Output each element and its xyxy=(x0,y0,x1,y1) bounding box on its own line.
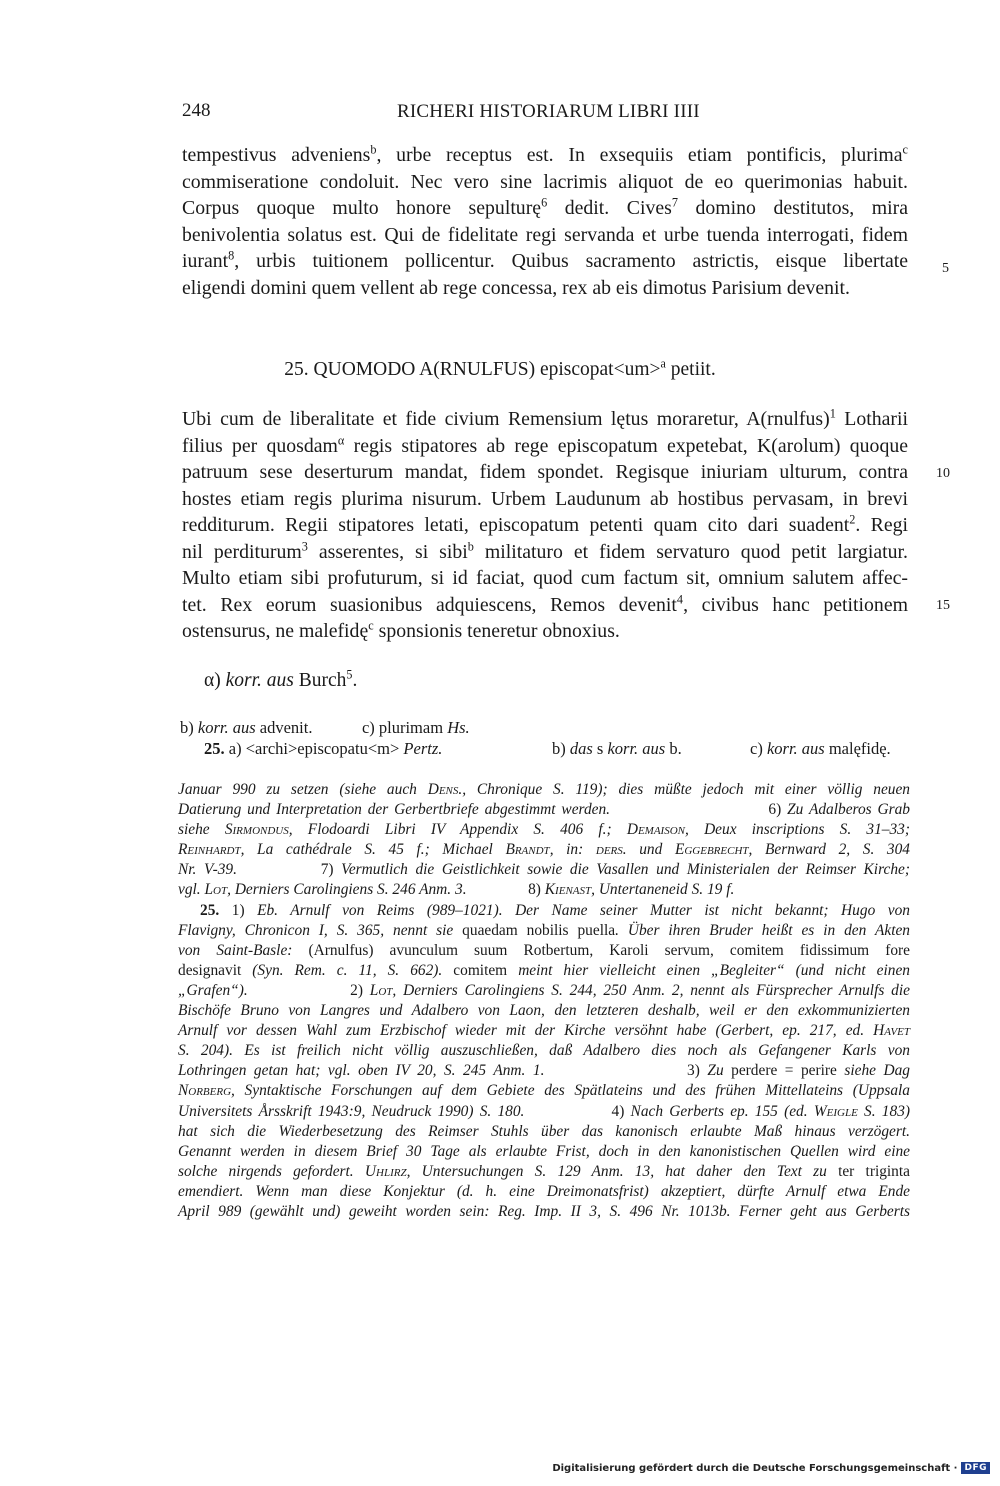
apparatus-line-2b: b) das s korr. aus b. xyxy=(552,739,682,758)
footnote-line: Universitets Årsskrift 1943:9, Neudruck 1990) S. 180. 4) Nach Gerberts ep. 155 (ed. Weigle S. 183) xyxy=(178,1102,911,1120)
apparatus-line-1: b) korr. aus advenit. c) plurimam Hs. xyxy=(180,718,470,737)
footnote-line: April 989 (gewählt und) geweiht worden sein: Reg. Imp. II 3, S. 496 Nr. 1013b. Ferner geht aus Gerberts xyxy=(178,1202,910,1220)
alpha-note: α) korr. aus Burch$^5$. xyxy=(204,667,358,691)
paragraph-1 xyxy=(182,142,908,301)
footnote-line: Nr. V-39. 7) Vermutlich die Geistlichkeit sowie die Vasallen und Ministerialen der Reimser Kirche; xyxy=(178,861,910,879)
footnote-line: Norberg, Syntaktische Forschungen auf dem Gebiete des Spätlateins und des frühen Mittellateins (Uppsala xyxy=(178,1082,910,1100)
footer xyxy=(552,1462,990,1474)
footnote-line: Datierung und Interpretation der Gerbertbriefe abgestimmt werden. 6) Zu Adalberos Grab xyxy=(178,801,911,819)
footnote-line: Arnulf vor dessen Wahl zum Erzbischof wieder mit der Kirche versöhnt habe (Gerbert, ep. 217, ed. Havet xyxy=(178,1022,910,1040)
footnote-line: hat sich die Wiederbesetzung des Reimser Stuhls über das kanonisch erlaubte Maß hinaus verzögert. xyxy=(178,1122,910,1140)
running-title: RICHERI HISTORIARUM LIBRI IIII xyxy=(397,101,700,122)
footnote-line: S. 204). Es ist freilich nicht völlig auszuschließen, daß Adalbero dies noch als Gefangener Karls von xyxy=(178,1042,910,1060)
apparatus-line-2a: 25. a) <archi>episcopatu<m> Pertz. xyxy=(204,739,443,758)
text-line: Multo etiam sibi profuturum, si id faciat, quod cum factum sit, omnium salutem affec- xyxy=(182,567,908,589)
paragraph-2 xyxy=(182,406,908,645)
footnote-line: Reinhardt, La cathédrale S. 45 f.; Michael Brandt, in: ders. und Eggebrecht, Bernward 2, S. 304 xyxy=(178,841,911,859)
text-line: Ubi cum de liberalitate et fide civium Remensium lętus moraretur, A(rnulfus)$^1$ Lotharii xyxy=(182,406,908,430)
footnote-line: 25. 1) Eb. Arnulf von Reims (989–1021). Der Name seiner Mutter ist nicht bekannt; Hugo von xyxy=(200,901,910,919)
footnote-line: Flavigny, Chronicon I, S. 365, nennt sie quaedam nobilis puella. Über ihren Bruder heißt es in den Akten xyxy=(178,921,910,939)
text-line: patruum sese deserturum mandat, fidem spondet. Regisque iniuriam ulturum, contra xyxy=(182,461,908,483)
footnotes xyxy=(178,780,910,1222)
footnote-line: Lothringen getan hat; vgl. oben IV 20, S. 245 Anm. 1. 3) Zu perdere = perire siehe Dag xyxy=(178,1062,910,1080)
text-line: benivolentia solatus est. Qui de fidelitate regi servanda et urbe tuenda interrogati, fidem xyxy=(182,223,908,246)
dfg-logo: DFG xyxy=(961,1462,990,1474)
text-line: tet. Rex eorum suasionibus adquiescens, Remos devenit$^4$, civibus hanc petitionem xyxy=(182,591,908,616)
footnote-line: „Grafen“). 2) Lot, Derniers Carolingiens S. 244, 250 Anm. 2, nennt als Fürsprecher Arnulfs die xyxy=(178,981,910,999)
footnote-line: solche nirgends gefordert. Uhlirz, Untersuchungen S. 129 Anm. 13, hat daher den Text zu ter triginta xyxy=(178,1162,910,1180)
text-line: hostes etiam regis plurima nisurum. Urbem Laudunum ab hostibus pervasam, in brevi xyxy=(182,487,908,510)
line-number: 10 xyxy=(936,466,950,481)
footnote-line: von Saint-Basle: (Arnulfus) avunculum suum Rotbertum, Karoli servum, comitem fidissimum fore xyxy=(178,941,910,959)
footer-text: Digitalisierung gefördert durch die Deutsche Forschungsgemeinschaft · xyxy=(552,1462,958,1474)
chapter-heading: 25. QUOMODO A(RNULFUS) episcopat<um>$^a$ petiit. xyxy=(284,356,716,380)
footnote-line: Januar 990 zu setzen (siehe auch Dens., Chronique S. 119); dies müßte jedoch mit einer völlig neuen xyxy=(178,781,910,798)
line-number: 15 xyxy=(936,598,950,613)
footnote-line: emendiert. Wenn man diese Konjektur (d. h. eine Dreimonatsfrist) akzeptiert, dürfte Arnulf etwa Ende xyxy=(178,1182,910,1200)
text-line: iurant$^8$, urbis tuitionem pollicentur. Quibus sacramento astrictis, eisque libertate xyxy=(182,248,908,272)
footnote-line: vgl. Lot, Derniers Carolingiens S. 246 Anm. 3. 8) Kienast, Untertaneneid S. 19 f. xyxy=(178,881,735,899)
page-number: 248 xyxy=(182,100,211,121)
footnote-line: siehe Sirmondus, Flodoardi Libri IV Appendix S. 406 f.; Demaison, Deux inscriptions S. 31–33; xyxy=(178,821,910,839)
text-line: nil perditurum$^3$ asserentes, si sibi$^b$ militaturo et fidem servaturo quod petit largiatur. xyxy=(182,538,908,563)
apparatus-line-2c: c) korr. aus malęfidę. xyxy=(750,739,891,758)
text-line: Corpus quoque multo honore sepulturę$^6$ dedit. Cives$^7$ domino destitutos, mira xyxy=(182,195,909,219)
text-line: filius per quosdam$^\alpha$ regis stipatores ab rege episcopatum expetebat, K(arolum) quoque xyxy=(182,432,908,457)
text-line: tempestivus adveniens$^b$, urbe receptus est. In exsequiis etiam pontificis, plurima$^c$ xyxy=(182,142,908,166)
line-number: 5 xyxy=(942,261,949,276)
text-line: eligendi domini quem vellent ab rege concessa, rex ab eis dimotus Parisium devenit. xyxy=(182,276,850,299)
footnote-line: Genannt werden in diesem Brief 30 Tage als erlaubte Frist, doch in den kanonistischen Quellen wird eine xyxy=(178,1142,910,1160)
footnote-line: Bischöfe Bruno von Langres und Adalbero von Laon, den letzteren deshalb, weil er den exkommunizierten xyxy=(178,1002,910,1020)
text-line: redditurum. Regii stipatores letati, episcopatum petenti quam cito dari suadent$^2$. Regi xyxy=(182,512,908,536)
text-line: ostensurus, ne malefidę$^c$ sponsionis teneretur obnoxius. xyxy=(182,618,620,642)
footnote-line: designavit (Syn. Rem. c. 11, S. 662). comitem meint hier vielleicht einen „Begleiter“ (und nicht einen xyxy=(178,961,910,979)
text-line: commiseratione condoluit. Nec vero sine lacrimis aliquot de eo querimonias habuit. xyxy=(182,170,908,193)
